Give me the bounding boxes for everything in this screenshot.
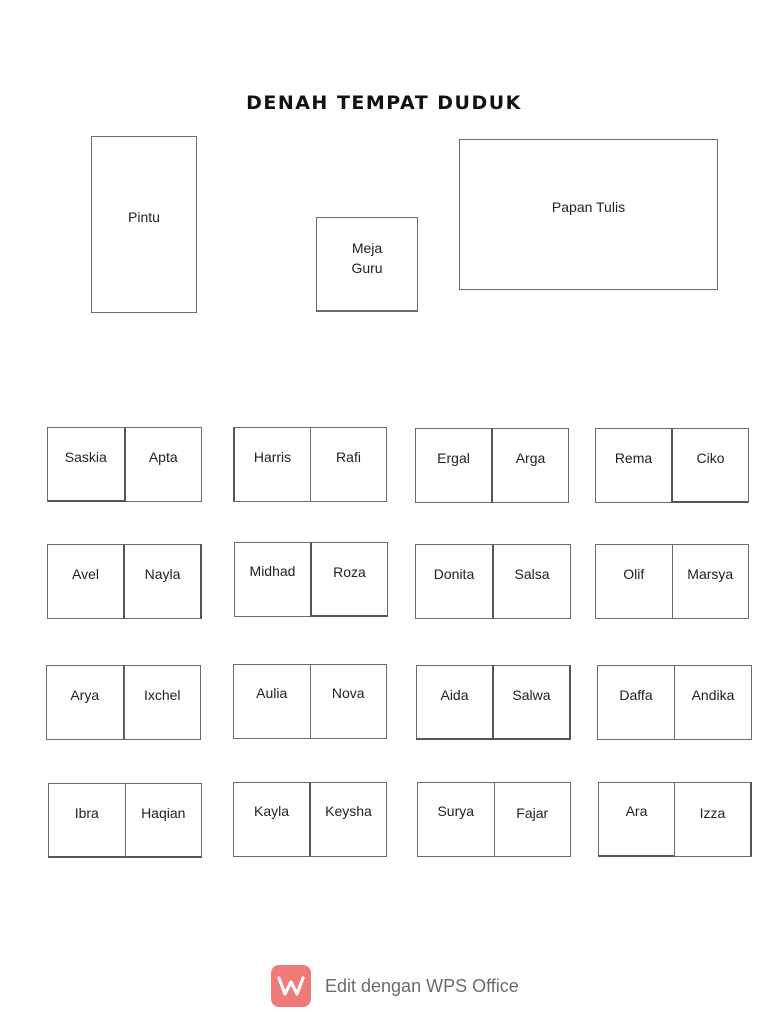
student-name: Keysha [325, 803, 372, 819]
student-name: Donita [433, 566, 475, 582]
seat [310, 664, 388, 739]
student-name: Nayla [144, 566, 181, 582]
student-name: Rafi [336, 449, 361, 465]
student-name: Aulia [256, 685, 288, 701]
desk-9 [46, 665, 201, 740]
seat [416, 665, 493, 740]
seat [415, 544, 493, 619]
seat [47, 427, 125, 502]
desk-4 [595, 428, 749, 503]
student-name: Saskia [64, 449, 107, 465]
seat [233, 427, 311, 502]
whiteboard-box [459, 139, 718, 290]
teacher-desk-box [316, 217, 418, 312]
student-name: Arga [515, 450, 546, 466]
seat [46, 665, 125, 740]
student-name: Nova [331, 685, 365, 701]
seat [310, 427, 387, 502]
door-label: Pintu [128, 209, 160, 225]
student-name: Roza [333, 564, 366, 580]
desk-10 [233, 664, 387, 739]
student-name: Midhad [249, 563, 296, 579]
seat [671, 428, 749, 503]
student-name: Salwa [512, 687, 551, 703]
desk-1 [47, 427, 202, 502]
seat [123, 544, 202, 619]
page-title: DENAH TEMPAT DUDUK [246, 92, 522, 114]
student-name: Ciko [696, 450, 725, 466]
desk-14 [233, 782, 387, 857]
desk-12 [597, 665, 752, 740]
desk-6 [234, 542, 388, 617]
seat [124, 665, 202, 740]
student-name: Surya [437, 803, 475, 819]
seat [233, 664, 311, 739]
student-name: Marsya [687, 566, 734, 582]
desk-15 [417, 782, 571, 857]
student-name: Ergal [437, 450, 470, 466]
student-name: Olif [623, 566, 645, 582]
door-box [91, 136, 197, 313]
student-name: Andika [691, 687, 735, 703]
desk-5 [47, 544, 202, 619]
desk-3 [415, 428, 569, 503]
seat [492, 665, 571, 740]
seat [595, 428, 672, 503]
wps-footer[interactable] [271, 965, 519, 1007]
seat [491, 428, 569, 503]
student-name: Ibra [74, 805, 99, 821]
student-name: Rema [614, 450, 653, 466]
teacher-desk-label: Meja Guru [351, 240, 383, 276]
student-name: Arya [70, 687, 100, 703]
student-name: Fajar [516, 805, 549, 821]
seat [310, 542, 388, 617]
seat [492, 544, 571, 619]
seat [124, 427, 203, 502]
seat [417, 782, 495, 857]
student-name: Apta [148, 449, 178, 465]
student-name: Aida [440, 687, 469, 703]
student-name: Ixchel [143, 687, 181, 703]
seat [233, 782, 310, 857]
desk-7 [415, 544, 571, 619]
seat [48, 783, 126, 858]
student-name: Kayla [253, 803, 290, 819]
desk-2 [233, 427, 387, 502]
seat [674, 782, 752, 857]
seat [597, 665, 675, 740]
student-name: Daffa [619, 687, 653, 703]
desk-16 [598, 782, 752, 857]
seat [595, 544, 673, 619]
seat [494, 782, 572, 857]
seat [234, 542, 311, 617]
seat [125, 783, 203, 858]
student-name: Avel [72, 566, 99, 582]
desk-11 [416, 665, 571, 740]
seat [47, 544, 124, 619]
seat [672, 544, 750, 619]
seat [598, 782, 675, 857]
student-name: Harris [253, 449, 292, 465]
seat [415, 428, 492, 503]
student-name: Izza [699, 805, 726, 821]
student-name: Salsa [514, 566, 550, 582]
student-name: Haqian [141, 805, 186, 821]
desk-8 [595, 544, 749, 619]
wps-logo-icon[interactable] [271, 965, 311, 1007]
seat [674, 665, 752, 740]
whiteboard-label: Papan Tulis [551, 199, 626, 215]
desk-13 [48, 783, 202, 858]
student-name: Ara [625, 803, 648, 819]
seat [309, 782, 387, 857]
wps-edit-link[interactable]: Edit dengan WPS Office [325, 975, 519, 996]
